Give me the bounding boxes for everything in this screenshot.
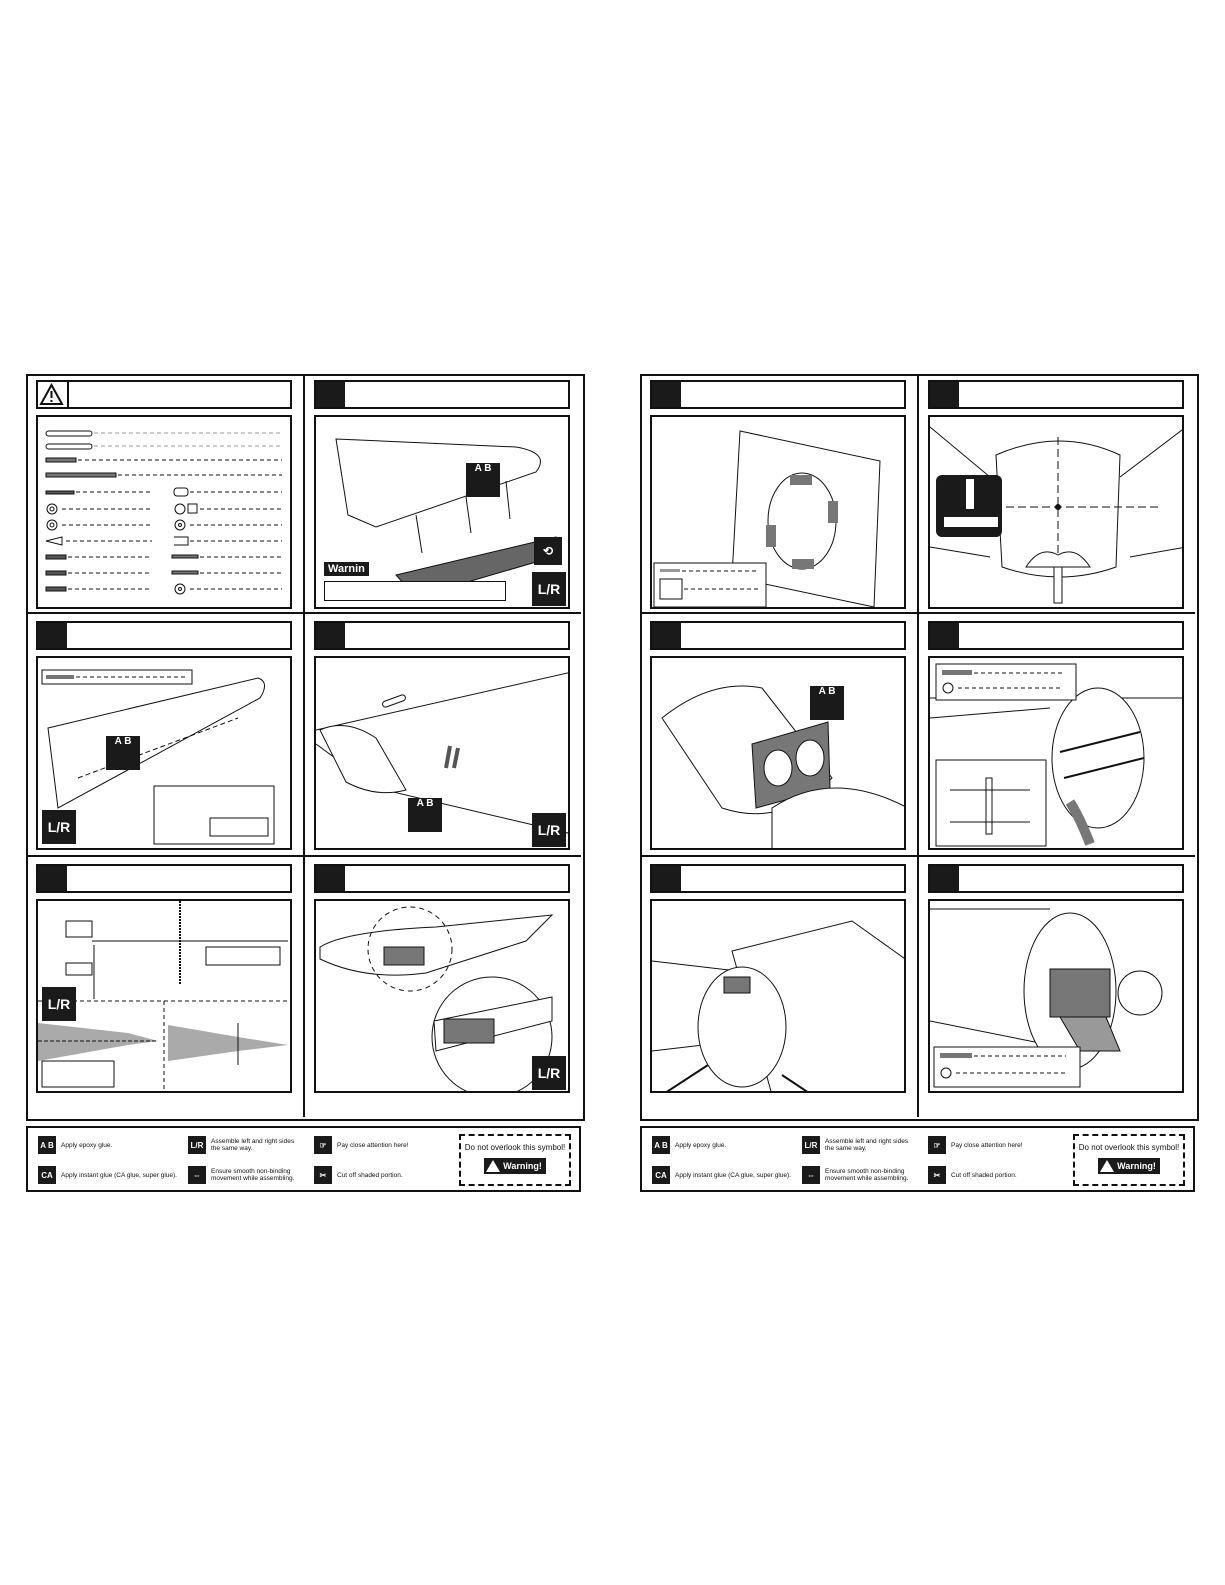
engine-mount-drawing	[930, 658, 1184, 850]
step-number-box	[652, 382, 681, 407]
step-number-box	[316, 866, 345, 891]
step-wing-bolts-panel	[26, 615, 303, 862]
step-mount-box-panel	[640, 615, 917, 862]
left-right-icon: L/R	[42, 810, 76, 844]
smooth-movement-icon: ⇔	[802, 1166, 820, 1184]
panel-header	[650, 621, 906, 650]
parts-list-panel	[26, 374, 303, 621]
panel-header	[928, 380, 1184, 409]
symbol-legend	[640, 1126, 1195, 1192]
step-number-box	[316, 382, 345, 407]
legend-smooth: ⇔ Ensure smooth non-binding movement while assembling.	[802, 1166, 908, 1184]
legend-epoxy: A B Apply epoxy glue.	[652, 1136, 726, 1154]
panel-header	[36, 864, 292, 893]
mount-box-illustration	[650, 656, 906, 850]
wing-root-illustration	[314, 656, 570, 850]
mount-box-drawing	[652, 658, 906, 850]
fuselage-illustration	[650, 899, 906, 1093]
parts-list	[36, 415, 292, 609]
left-right-icon: L/R	[802, 1136, 820, 1154]
legend-epoxy: A B Apply epoxy glue.	[38, 1136, 112, 1154]
panel-header	[314, 621, 570, 650]
engine-drawing	[930, 901, 1184, 1093]
step-wing-root-panel	[304, 615, 581, 862]
left-right-icon: L/R	[42, 987, 76, 1021]
legend-cutoff: ✂ Cut off shaded portion.	[928, 1166, 1017, 1184]
panel-header	[36, 380, 292, 409]
step-number-box	[930, 866, 959, 891]
symbol-legend	[26, 1126, 581, 1192]
pointing-hand-icon: ☞	[314, 1136, 332, 1154]
legend-instant: CA Apply instant glue (CA glue, super glue).	[38, 1166, 177, 1184]
alignment-illustration	[36, 899, 292, 1093]
warning-note-box	[324, 581, 506, 601]
hinge-illustration	[314, 415, 570, 609]
step-firewall-panel	[640, 374, 917, 621]
panel-header	[650, 380, 906, 409]
left-page	[26, 374, 583, 1183]
epoxy-icon: A B	[38, 1136, 56, 1154]
firewall-illustration	[650, 415, 906, 609]
epoxy-glue-icon: A B	[466, 463, 500, 497]
epoxy-glue-icon: A B	[106, 736, 140, 770]
fuselage-drawing	[652, 901, 906, 1093]
step-engine-mount-panel	[918, 615, 1195, 862]
servo-illustration	[314, 899, 570, 1093]
step-number-box	[930, 382, 959, 407]
warning-label: Warnin	[324, 562, 369, 576]
pointing-hand-icon: ☞	[928, 1136, 946, 1154]
panel-header	[928, 621, 1184, 650]
panel-header	[650, 864, 906, 893]
left-right-icon: L/R	[532, 572, 566, 606]
ca-glue-icon: CA	[652, 1166, 670, 1184]
panel-header	[36, 621, 292, 650]
alignment-drawing	[38, 901, 292, 1093]
legend-assemble: L/R Assemble left and right sides the same way.	[802, 1136, 908, 1154]
epoxy-icon: A B	[652, 1136, 670, 1154]
smooth-movement-icon: ⟲	[534, 537, 562, 565]
drill-drawing	[930, 417, 1184, 609]
engine-illustration	[928, 899, 1184, 1093]
legend-cutoff: ✂ Cut off shaded portion.	[314, 1166, 403, 1184]
step-number-box	[38, 866, 67, 891]
engine-mount-illustration	[928, 656, 1184, 850]
panel-header	[314, 380, 570, 409]
legend-smooth: ⇔ Ensure smooth non-binding movement while assembling.	[188, 1166, 294, 1184]
step-number-box	[930, 623, 959, 648]
step-number-box	[652, 623, 681, 648]
epoxy-glue-icon: A B	[810, 686, 844, 720]
overlook-box: Do not overlook this symbol! Warning!	[1073, 1134, 1185, 1186]
step-number-box	[652, 866, 681, 891]
warning-badge: Warning!	[484, 1158, 546, 1174]
epoxy-glue-icon: A B	[408, 798, 442, 832]
step-number-box	[316, 623, 345, 648]
overlook-box: Do not overlook this symbol! Warning!	[459, 1134, 571, 1186]
left-right-icon: L/R	[188, 1136, 206, 1154]
step-drill-panel	[918, 374, 1195, 621]
left-right-icon: L/R	[532, 813, 566, 847]
drill-illustration	[928, 415, 1184, 609]
cut-off-icon: ✂	[928, 1166, 946, 1184]
smooth-movement-icon: ⇔	[188, 1166, 206, 1184]
legend-attention: ☞ Pay close attention here!	[928, 1136, 1023, 1154]
step-number-box	[38, 623, 67, 648]
step-fuselage-panel	[640, 858, 917, 1105]
firewall-drawing	[652, 417, 906, 609]
step-hinge-panel	[304, 374, 581, 621]
ca-glue-icon: CA	[38, 1166, 56, 1184]
cut-off-icon: ✂	[314, 1166, 332, 1184]
legend-instant: CA Apply instant glue (CA glue, super glue).	[652, 1166, 791, 1184]
step-engine-panel	[918, 858, 1195, 1105]
wing-bolts-drawing	[38, 658, 292, 850]
warning-triangle-icon	[486, 1160, 500, 1172]
legend-assemble: L/R Assemble left and right sides the same way.	[188, 1136, 294, 1154]
right-page	[640, 374, 1197, 1183]
warning-triangle-icon	[1100, 1160, 1114, 1172]
left-right-icon: L/R	[532, 1056, 566, 1090]
panel-header	[314, 864, 570, 893]
legend-attention: ☞ Pay close attention here!	[314, 1136, 409, 1154]
wing-bolts-illustration	[36, 656, 292, 850]
warning-icon	[38, 382, 69, 407]
warning-badge: Warning!	[1098, 1158, 1160, 1174]
panel-header	[928, 864, 1184, 893]
step-servo-panel	[304, 858, 581, 1105]
step-alignment-panel	[26, 858, 303, 1105]
parts-list-drawing	[38, 417, 292, 609]
